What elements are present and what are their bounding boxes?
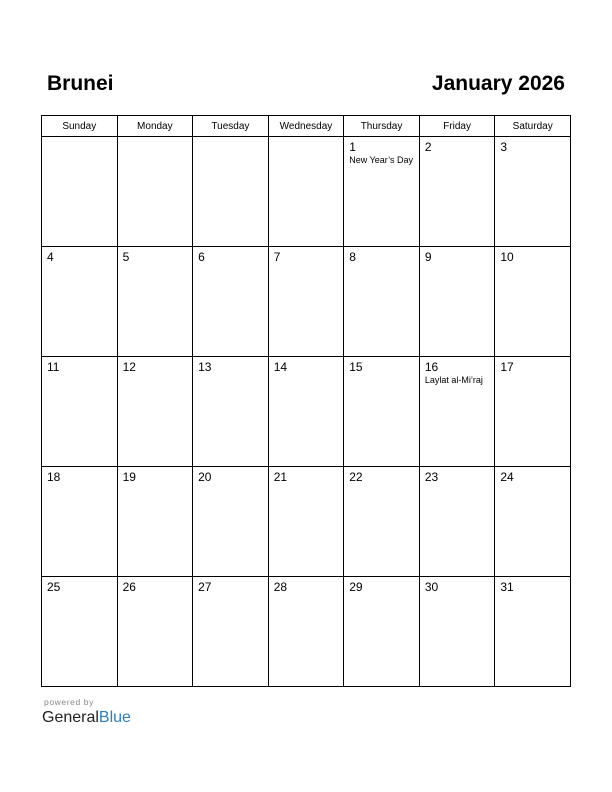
day-number: 6 bbox=[198, 250, 205, 264]
day-number: 9 bbox=[424, 250, 432, 264]
week-row bbox=[42, 247, 571, 357]
day-cell bbox=[42, 357, 118, 467]
day-cell bbox=[268, 247, 344, 357]
weekday-header: Tuesday bbox=[193, 116, 269, 137]
day-number: 8 bbox=[349, 250, 356, 264]
day-cell bbox=[117, 247, 193, 357]
day-cell bbox=[344, 467, 420, 577]
day-cell bbox=[268, 357, 344, 467]
brand-part-general: General bbox=[42, 709, 99, 726]
day-number: 22 bbox=[349, 470, 363, 484]
weekday-header: Sunday bbox=[42, 116, 118, 137]
day-cell bbox=[495, 357, 571, 467]
day-cell bbox=[117, 577, 193, 687]
day-number: 11 bbox=[47, 360, 60, 374]
day-cell bbox=[419, 357, 495, 467]
day-cell bbox=[193, 357, 269, 467]
month-year-title: January 2026 bbox=[431, 72, 565, 95]
day-number: 29 bbox=[349, 580, 363, 594]
day-cell bbox=[193, 467, 269, 577]
day-number: 24 bbox=[500, 470, 514, 484]
day-cell bbox=[42, 247, 118, 357]
day-number: 12 bbox=[122, 360, 136, 374]
generalblue-logo bbox=[42, 708, 131, 728]
day-cell bbox=[495, 577, 571, 687]
day-cell bbox=[42, 467, 118, 577]
day-cell bbox=[495, 247, 571, 357]
day-number: 15 bbox=[349, 360, 363, 374]
day-cell bbox=[344, 137, 420, 247]
day-number: 20 bbox=[198, 470, 212, 484]
weekday-header: Monday bbox=[117, 116, 193, 137]
day-number: 19 bbox=[122, 470, 136, 484]
powered-by-label: powered by bbox=[44, 697, 94, 707]
day-number: 18 bbox=[47, 470, 61, 484]
week-row bbox=[42, 357, 571, 467]
day-cell bbox=[268, 137, 344, 247]
day-cell bbox=[193, 137, 269, 247]
day-cell bbox=[344, 247, 420, 357]
day-number: 16 bbox=[424, 360, 439, 374]
footer-brand bbox=[42, 697, 131, 728]
day-number: 10 bbox=[500, 250, 514, 264]
day-number: 5 bbox=[122, 250, 130, 264]
day-cell bbox=[344, 577, 420, 687]
brand-part-blue: Blue bbox=[98, 709, 131, 726]
day-cell bbox=[419, 467, 495, 577]
day-number: 2 bbox=[424, 140, 432, 154]
day-cell bbox=[268, 577, 344, 687]
week-row bbox=[42, 467, 571, 577]
day-number: 13 bbox=[198, 360, 212, 374]
day-cell bbox=[193, 247, 269, 357]
day-cell bbox=[117, 467, 193, 577]
weekday-header: Thursday bbox=[344, 116, 420, 137]
day-number: 21 bbox=[273, 470, 288, 484]
day-cell bbox=[117, 137, 193, 247]
weekday-header: Wednesday bbox=[268, 116, 344, 137]
holiday-label: Laylat al-Mi’raj bbox=[424, 375, 483, 385]
day-number: 17 bbox=[500, 360, 514, 374]
day-cell bbox=[495, 467, 571, 577]
day-cell bbox=[268, 467, 344, 577]
day-cell bbox=[117, 357, 193, 467]
day-number: 14 bbox=[273, 360, 288, 374]
weekday-header: Saturday bbox=[495, 116, 571, 137]
day-number: 27 bbox=[198, 580, 212, 594]
weekday-header-row bbox=[42, 116, 571, 137]
day-cell bbox=[193, 577, 269, 687]
day-number: 26 bbox=[122, 580, 136, 594]
day-cell bbox=[495, 137, 571, 247]
day-number: 7 bbox=[273, 250, 281, 264]
day-cell bbox=[42, 137, 118, 247]
holiday-label: New Year’s Day bbox=[349, 155, 413, 165]
calendar-grid bbox=[41, 115, 571, 687]
weekday-header: Friday bbox=[419, 116, 495, 137]
day-cell bbox=[344, 357, 420, 467]
day-cell bbox=[419, 137, 495, 247]
day-number: 30 bbox=[424, 580, 439, 594]
day-number: 1 bbox=[349, 140, 356, 154]
day-number: 3 bbox=[500, 140, 508, 154]
day-cell bbox=[42, 577, 118, 687]
day-number: 31 bbox=[500, 580, 514, 594]
day-number: 4 bbox=[47, 250, 54, 264]
day-cell bbox=[419, 247, 495, 357]
day-number: 25 bbox=[47, 580, 61, 594]
week-row bbox=[42, 577, 571, 687]
day-number: 28 bbox=[273, 580, 288, 594]
week-row bbox=[42, 137, 571, 247]
country-title: Brunei bbox=[47, 72, 114, 95]
day-cell bbox=[419, 577, 495, 687]
day-number: 23 bbox=[424, 470, 439, 484]
